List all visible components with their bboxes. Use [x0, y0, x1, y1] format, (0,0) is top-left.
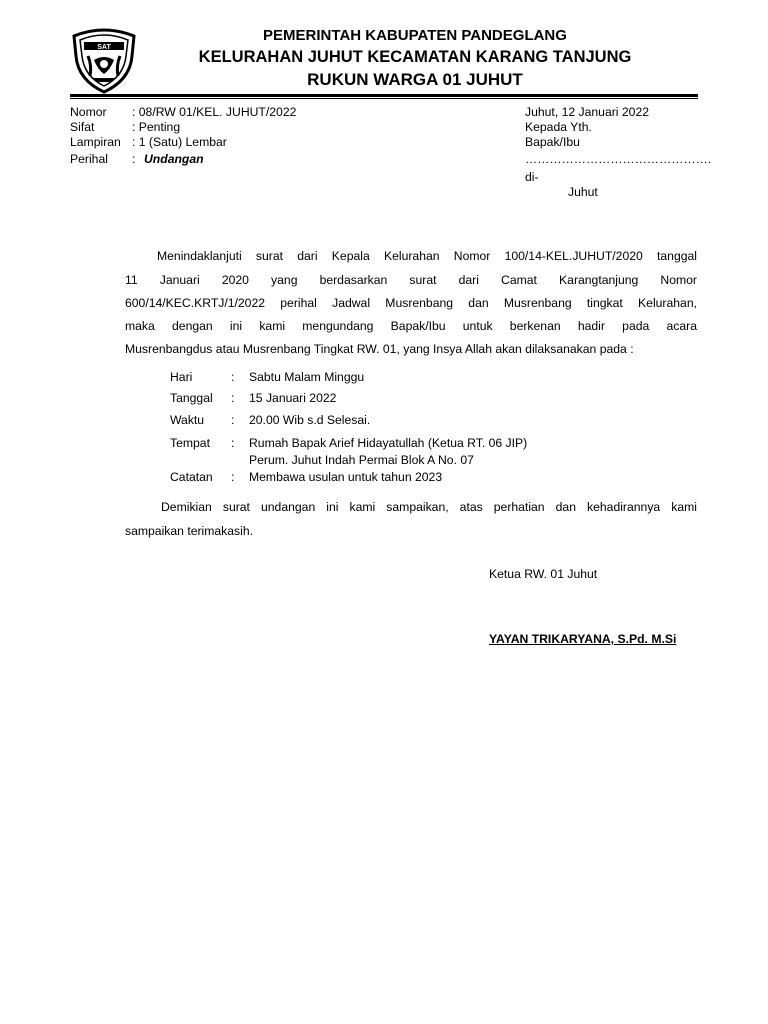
body-line-2: 11 Januari 2020 yang berdasarkan surat dari Camat Karangtanjung Nomor	[125, 273, 697, 287]
regency-emblem-icon	[70, 26, 138, 94]
recipient-place: Juhut	[568, 185, 598, 199]
detail-colon: :	[231, 370, 235, 384]
body-line-3: 600/14/KEC.KRTJ/1/2022 perihal Jadwal Musrenbang dan Musrenbang tingkat Kelurahan,	[125, 296, 697, 310]
emblem-caption: SAT	[97, 44, 111, 51]
sifat-value: : Penting	[132, 120, 181, 134]
sifat-label: Sifat	[70, 120, 95, 134]
signature-title: Ketua RW. 01 Juhut	[489, 567, 598, 581]
perihal-colon: :	[132, 152, 136, 166]
detail-value-hari: Sabtu Malam Minggu	[249, 370, 365, 384]
detail-colon: :	[231, 470, 235, 484]
detail-value-tempat: Rumah Bapak Arief Hidayatullah (Ketua RT. 06 JIP)	[249, 436, 528, 450]
recipient-dots: ……………………………………….	[525, 152, 712, 166]
body-line-5: Musrenbangdus atau Musrenbang Tingkat RW. 01, yang Insya Allah akan dilaksanakan pada :	[125, 342, 634, 356]
body-line-4: maka dengan ini kami mengundang Bapak/Ibu untuk berkenan hadir pada acara	[125, 319, 697, 333]
header-divider	[70, 94, 698, 97]
detail-value-waktu: 20.00 Wib s.d Selesai.	[249, 413, 371, 427]
detail-value-tanggal: 15 Januari 2022	[249, 391, 337, 405]
di-label: di-	[525, 170, 539, 184]
letterhead-line-1: PEMERINTAH KABUPATEN PANDEGLANG	[263, 27, 567, 44]
kepada-label: Kepada Yth.	[525, 120, 592, 134]
perihal-label: Perihal	[70, 152, 108, 166]
detail-colon: :	[231, 436, 235, 450]
lampiran-label: Lampiran	[70, 135, 121, 149]
letter-date: Juhut, 12 Januari 2022	[525, 105, 649, 119]
body-line-1: Menindaklanjuti surat dari Kepala Kelurahan Nomor 100/14-KEL.JUHUT/2020 tanggal	[157, 249, 697, 263]
nomor-label: Nomor	[70, 105, 107, 119]
perihal-value: Undangan	[144, 152, 204, 166]
detail-label-catatan: Catatan	[170, 470, 213, 484]
detail-label-waktu: Waktu	[170, 413, 205, 427]
recipient-name: Bapak/Ibu	[525, 135, 580, 149]
detail-label-hari: Hari	[170, 370, 193, 384]
detail-label-tanggal: Tanggal	[170, 391, 213, 405]
detail-label-tempat: Tempat	[170, 436, 210, 450]
letterhead-line-2: KELURAHAN JUHUT KECAMATAN KARANG TANJUNG	[198, 48, 632, 66]
closing-line-2: sampaikan terimakasih.	[125, 524, 254, 538]
lampiran-value: : 1 (Satu) Lembar	[132, 135, 227, 149]
detail-value-catatan: Membawa usulan untuk tahun 2023	[249, 470, 443, 484]
detail-colon: :	[231, 413, 235, 427]
letterhead-line-3: RUKUN WARGA 01 JUHUT	[307, 70, 523, 89]
signature-name: YAYAN TRIKARYANA, S.Pd. M.Si	[489, 632, 677, 646]
nomor-value: : 08/RW 01/KEL. JUHUT/2022	[132, 105, 297, 119]
detail-value-tempat-2: Perum. Juhut Indah Permai Blok A No. 07	[249, 453, 474, 467]
closing-line-1: Demikian surat undangan ini kami sampaikan, atas perhatian dan kehadirannya kami	[161, 500, 697, 514]
header-divider-thin	[70, 98, 698, 99]
detail-colon: :	[231, 391, 235, 405]
